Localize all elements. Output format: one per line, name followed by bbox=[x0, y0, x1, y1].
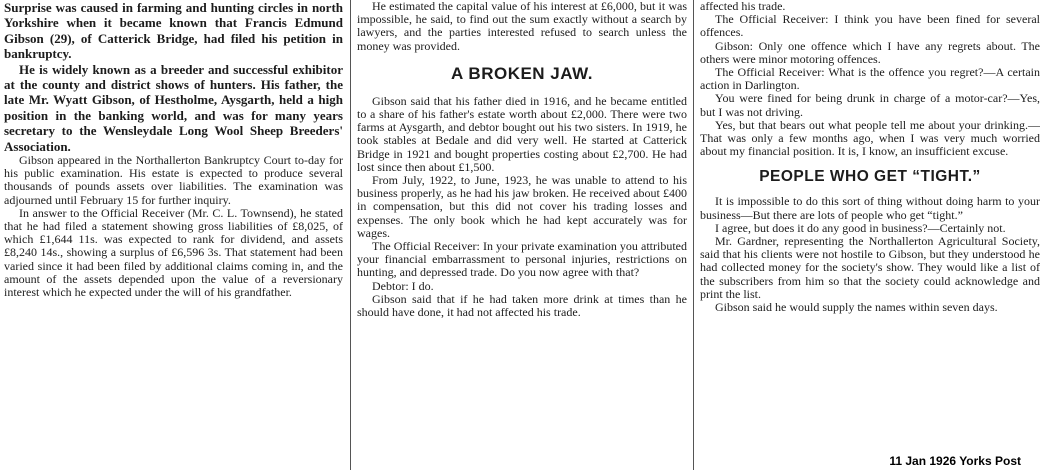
paragraph: Gibson said that if he had taken more drink at times than he should have done, it had not affected his trade. bbox=[357, 291, 687, 320]
source-caption: 11 Jan 1926 Yorks Post bbox=[889, 454, 1021, 468]
section-heading: A BROKEN JAW. bbox=[451, 63, 593, 83]
column-divider bbox=[693, 0, 694, 470]
paragraph: Yes, but that bears out what people tell me about your drinking.—That was only a few months ago, when I was very much worried about my financial position. It is, I know, an insufficient excuse. bbox=[700, 117, 1040, 159]
article-column-2 bbox=[357, 0, 687, 470]
section-heading: PEOPLE WHO GET “TIGHT.” bbox=[759, 168, 981, 186]
paragraph: Debtor: I do. bbox=[372, 278, 434, 293]
paragraph: He estimated the capital value of his interest at £6,000, but it was impossible, he said, to find out the sum exactly without a search by lawyers, and the parties interested refused to search unless the money was provided. bbox=[357, 0, 687, 53]
paragraph: From July, 1922, to June, 1923, he was unable to attend to his business properly, as he had his jaw broken. He received about £400 in compensation, but this did not cover his trading losses and expenses. The only book which he had kept accurately was for wages. bbox=[357, 173, 687, 240]
paragraph: Gibson said that his father died in 1916, and he became entitled to a share of his father's estate worth about £2,000. There were two farms at Aysgarth, and debtor bought out his two sisters. In 1919, he took stables at Bedale and did very well. He started at Catterick Bridge in 1921 and bought properties costing about £2,700. He had lost since then about £1,500. bbox=[357, 93, 687, 174]
article-column-1 bbox=[4, 0, 343, 470]
paragraph: The Official Receiver: I think you have been fined for several offences. bbox=[700, 12, 1040, 40]
article-column-3 bbox=[700, 0, 1040, 470]
paragraph: It is impossible to do this sort of thing without doing harm to your business—But there are lots of people who get “tight.” bbox=[700, 194, 1040, 222]
paragraph: You were fined for being drunk in charge of a motor-car?—Yes, but I was not driving. bbox=[700, 91, 1040, 119]
paragraph: I agree, but does it do any good in business?—Certainly not. bbox=[715, 220, 1006, 235]
paragraph: Gibson said he would supply the names within seven days. bbox=[715, 300, 998, 315]
paragraph: Mr. Gardner, representing the Northallerton Agricultural Society, said that his clients were not hostile to Gibson, but they understood he had collected money for the society's show. They would like a list of the subscribers from him so that the society could acknowledge and print the list. bbox=[700, 234, 1040, 301]
paragraph: The Official Receiver: What is the offence you regret?—A certain action in Darlington. bbox=[700, 65, 1040, 93]
paragraph: In answer to the Official Receiver (Mr. C. L. Townsend), he stated that he had filed a statement showing gross liabilities of £8,025, of which £1,644 11s. was expected to rank for dividend, and assets £8,240 14s., showing a surplus of £6,596 3s. That statement had been varied since it had been filed by additional claims coming in, and the amount of the assets depended upon the value of a reversionary interest which he expected under the will of his grandfather. bbox=[4, 205, 343, 300]
paragraph: The Official Receiver: In your private examination you attributed your financial embarrassment to personal injuries, restrictions on hunting, and depressed trade. Do you now agree with that? bbox=[357, 239, 687, 280]
paragraph: affected his trade. bbox=[700, 0, 786, 13]
paragraph: He is widely known as a breeder and successful exhibitor at the county and district shows of hunters. His father, the late Mr. Wyatt Gibson, of Hestholme, Aysgarth, held a high position in the banking world, and was for many years secretary to the Wensleydale Long Wool Sheep Breeders' Association. bbox=[4, 61, 343, 154]
paragraph: Gibson: Only one offence which I have any regrets about. The others were minor motoring offences. bbox=[700, 38, 1040, 66]
column-divider bbox=[350, 0, 351, 470]
lead-paragraph: Surprise was caused in farming and hunting circles in north Yorkshire when it became known that Francis Edmund Gibson (29), of Catterick Bridge, had filed his petition in bankruptcy. bbox=[4, 0, 343, 62]
paragraph: Gibson appeared in the Northallerton Bankruptcy Court to-day for his public examination. His estate is expected to produce several thousands of pounds assets over liabilities. The examination was adjourned until February 15 for further inquiry. bbox=[4, 153, 343, 207]
